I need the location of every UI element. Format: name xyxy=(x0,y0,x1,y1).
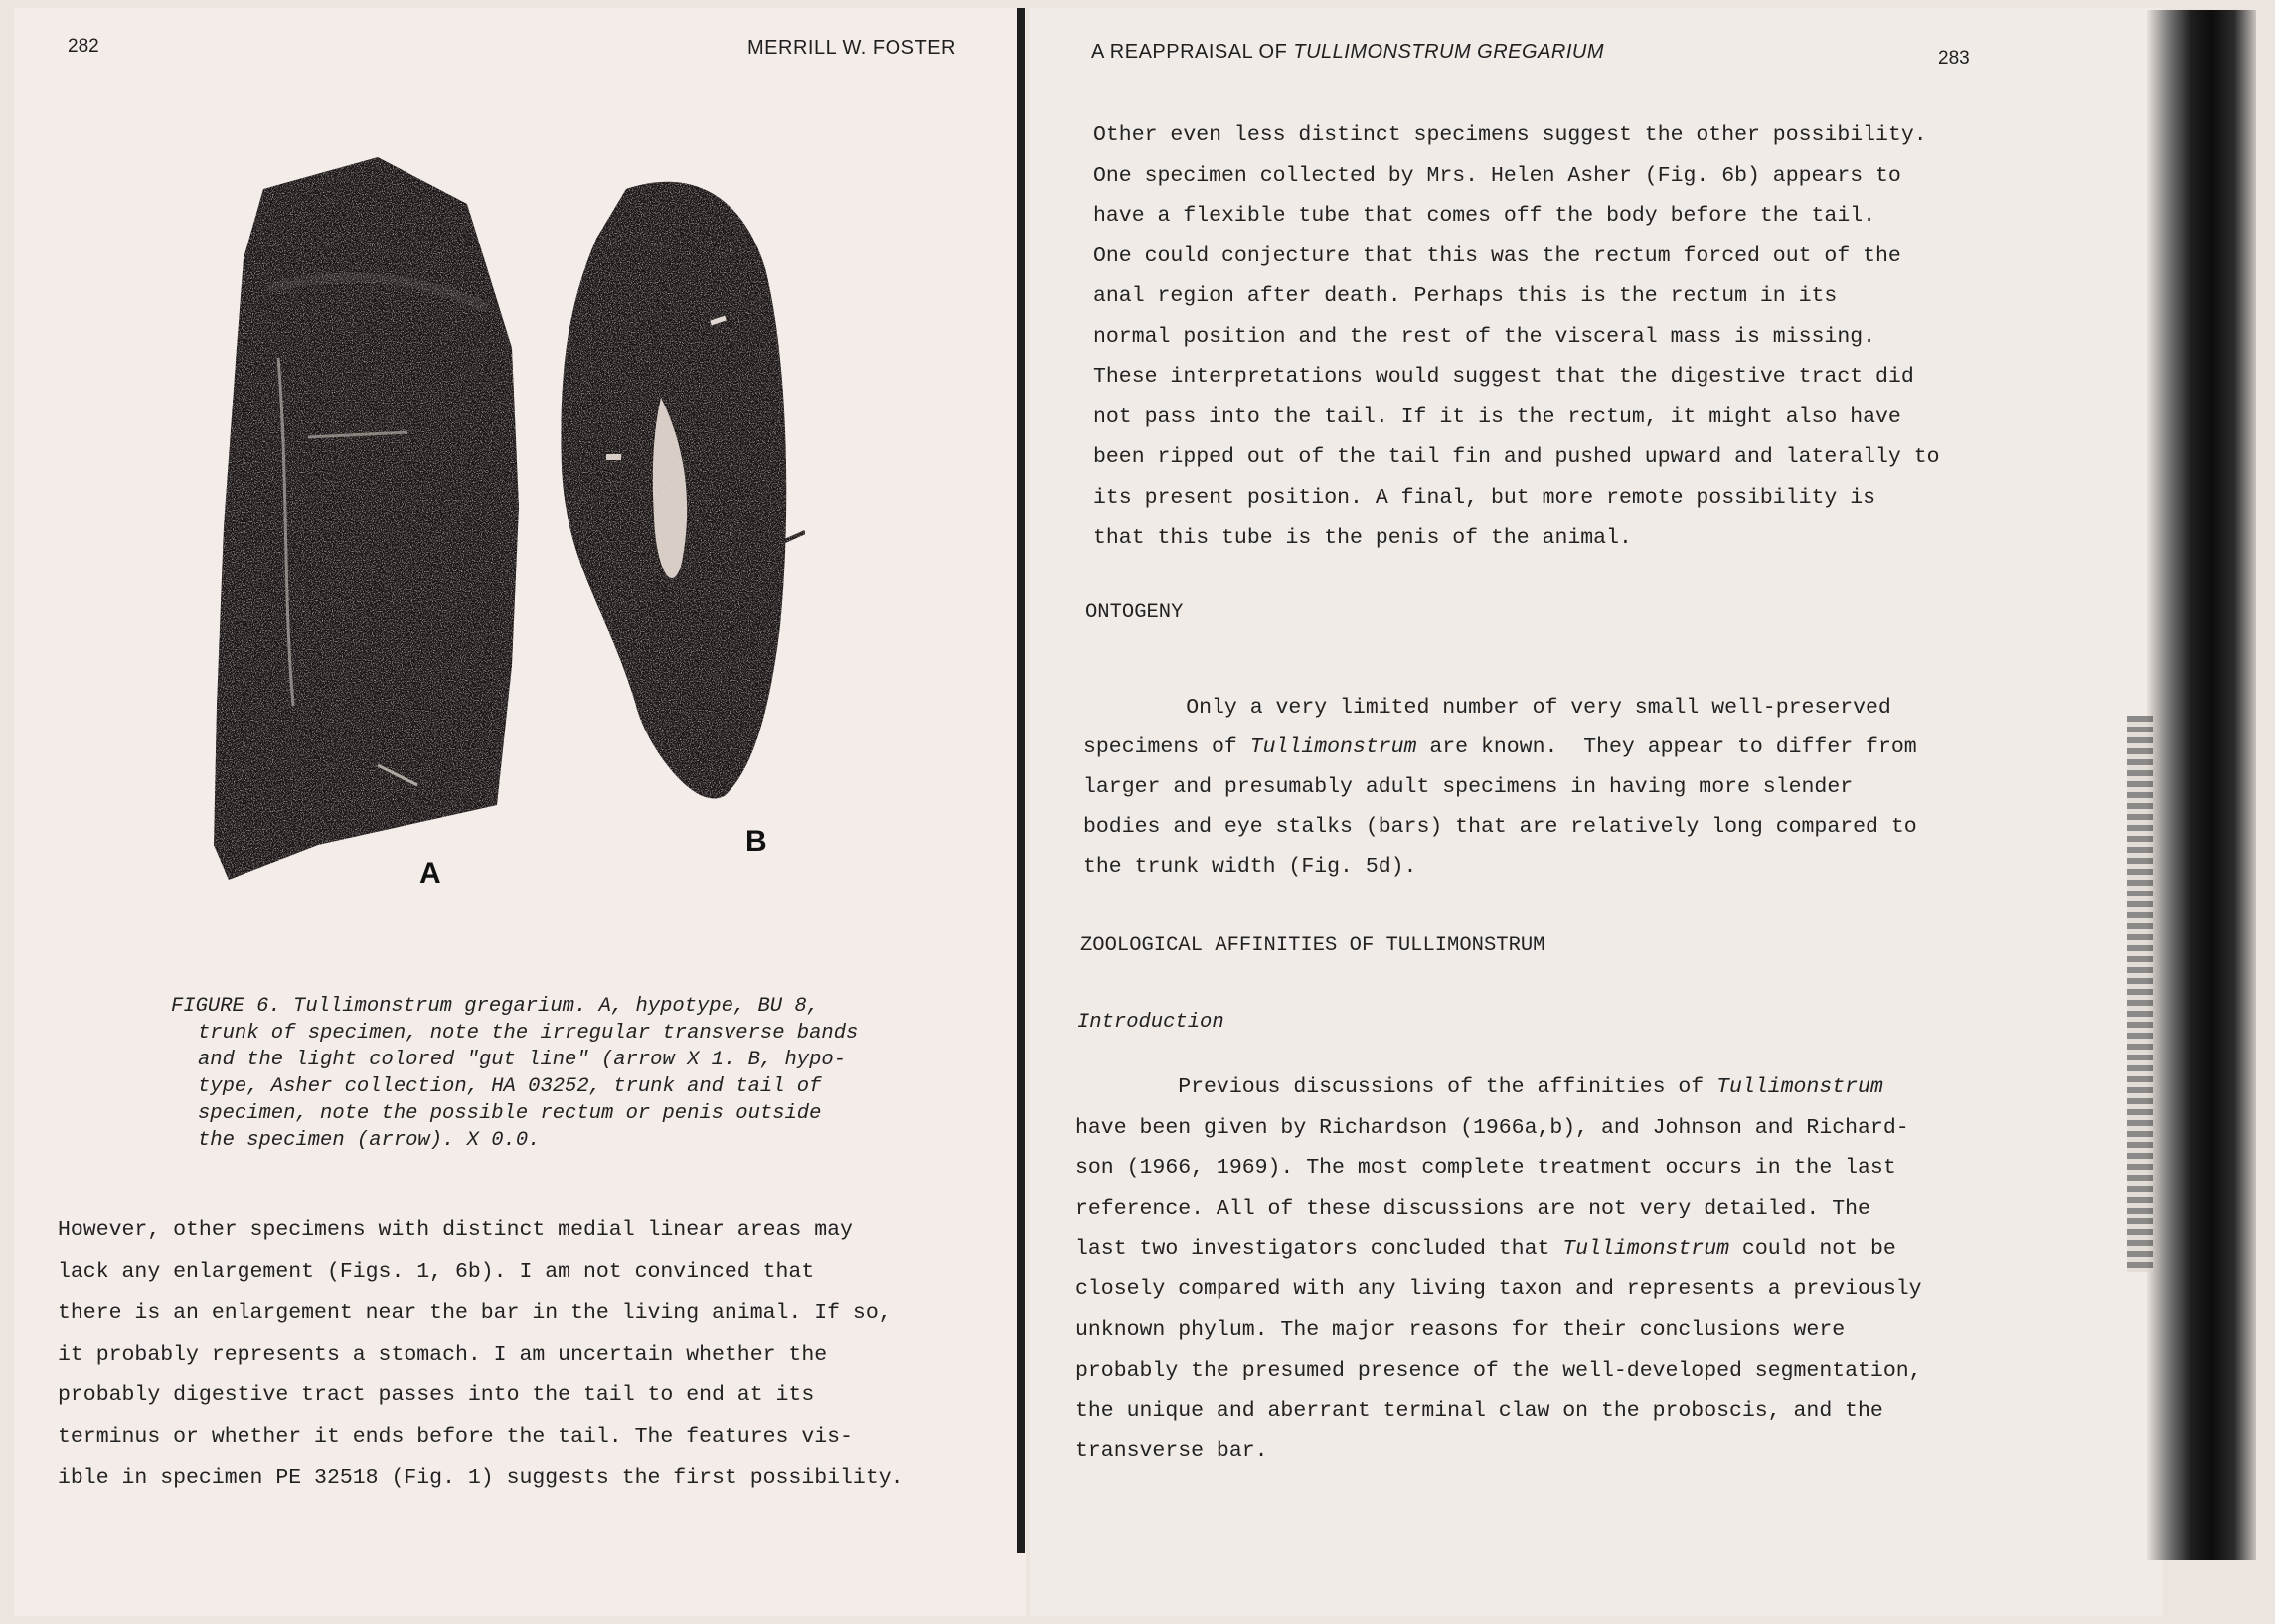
text-line: These interpretations would suggest that the digestive tract did xyxy=(1093,365,1914,389)
fossil-photographs xyxy=(169,149,815,904)
text-line: unknown phylum. The major reasons for their conclusions were xyxy=(1075,1318,1846,1343)
right-running-head xyxy=(1091,41,1604,64)
caption-line: and the light colored "gut line" (arrow X 1. B, hypo- xyxy=(198,1049,847,1071)
text-line: lack any enlargement (Figs. 1, 6b). I am not convinced that xyxy=(58,1259,815,1284)
caption-line: specimen, note the possible rectum or penis outside xyxy=(198,1102,822,1125)
text-line: been ripped out of the tail fin and pushed upward and laterally to xyxy=(1093,445,1940,469)
text-span: could not be xyxy=(1729,1236,1896,1261)
caption-line: FIGURE 6. Tullimonstrum gregarium. A, hypotype, BU 8, xyxy=(171,995,820,1018)
text-line xyxy=(1083,728,1917,767)
text-line xyxy=(1075,1229,1922,1270)
page-gutter xyxy=(1017,8,1025,1553)
text-line: probably the presumed presence of the well-developed segmentation, xyxy=(1075,1358,1922,1382)
figure-label-a: A xyxy=(419,857,441,890)
text-line: One could conjecture that this was the rectum forced out of the xyxy=(1093,244,1901,268)
heading-zoological-affinities: ZOOLOGICAL AFFINITIES OF TULLIMONSTRUM xyxy=(1080,934,1545,957)
text-line: terminus or whether it ends before the tail. The features vis- xyxy=(58,1424,853,1449)
text-line: the trunk width (Fig. 5d). xyxy=(1083,855,1417,879)
text-line: transverse bar. xyxy=(1075,1439,1268,1464)
text-line: there is an enlargement near the bar in the living animal. If so, xyxy=(58,1301,892,1325)
page-edge-shadow xyxy=(2147,10,2256,1560)
running-head-italic: TULLIMONSTRUM GREGARIUM xyxy=(1293,41,1605,63)
text-span: Previous discussions of the affinities of xyxy=(1075,1075,1717,1099)
text-line: Other even less distinct specimens suggest the other possibility. xyxy=(1093,123,1927,147)
text-line: not pass into the tail. If it is the rectum, it might also have xyxy=(1093,405,1901,429)
text-line: have been given by Richardson (1966a,b), and Johnson and Richard- xyxy=(1075,1115,1909,1140)
right-page-number: 283 xyxy=(1938,48,1970,69)
text-span: last two investigators concluded that xyxy=(1075,1236,1563,1261)
taxon-name: Tullimonstrum xyxy=(1249,735,1417,759)
right-paragraph-1 xyxy=(1093,115,1940,559)
text-line: its present position. A final, but more remote possibility is xyxy=(1093,485,1876,510)
specimen-b xyxy=(561,182,805,799)
taxon-name: Tullimonstrum xyxy=(1716,1075,1883,1099)
figure-label-b: B xyxy=(745,825,767,858)
text-line: anal region after death. Perhaps this is the rectum in its xyxy=(1093,284,1838,308)
text-line: One specimen collected by Mrs. Helen Asher (Fig. 6b) appears to xyxy=(1093,163,1901,188)
text-line: it probably represents a stomach. I am uncertain whether the xyxy=(58,1342,828,1367)
specimen-a xyxy=(214,157,519,880)
page-edge-print-bleed xyxy=(2127,716,2153,1272)
figure-caption xyxy=(171,993,858,1154)
text-line: However, other specimens with distinct medial linear areas may xyxy=(58,1218,853,1242)
text-line: son (1966, 1969). The most complete treatment occurs in the last xyxy=(1075,1156,1896,1181)
text-line: Only a very limited number of very small well-preserved xyxy=(1083,696,1891,720)
figure-6 xyxy=(169,149,815,904)
text-line: have a flexible tube that comes off the body before the tail. xyxy=(1093,204,1876,228)
text-line: ible in specimen PE 32518 (Fig. 1) suggests the first possibility. xyxy=(58,1466,904,1490)
left-paragraph xyxy=(58,1211,904,1500)
caption-line: the specimen (arrow). X 0.0. xyxy=(198,1129,541,1152)
subheading-introduction: Introduction xyxy=(1077,1011,1224,1034)
caption-line: trunk of specimen, note the irregular transverse bands xyxy=(198,1022,859,1045)
text-line: larger and presumably adult specimens in having more slender xyxy=(1083,775,1854,799)
heading-ontogeny: ONTOGENY xyxy=(1085,601,1184,624)
text-line xyxy=(1075,1067,1922,1108)
introduction-paragraph xyxy=(1075,1067,1922,1472)
text-line: probably digestive tract passes into the tail to end at its xyxy=(58,1383,815,1407)
left-page-number: 282 xyxy=(68,36,99,57)
text-line: bodies and eye stalks (bars) that are relatively long compared to xyxy=(1083,815,1917,839)
text-line: the unique and aberrant terminal claw on the proboscis, and the xyxy=(1075,1398,1883,1423)
text-line: closely compared with any living taxon and represents a previously xyxy=(1075,1277,1922,1302)
text-span: are known. They appear to differ from xyxy=(1416,735,1917,759)
text-line: normal position and the rest of the visceral mass is missing. xyxy=(1093,324,1876,349)
running-head-prefix: A REAPPRAISAL OF xyxy=(1091,41,1294,63)
ontogeny-paragraph xyxy=(1083,688,1917,887)
taxon-name: Tullimonstrum xyxy=(1562,1236,1730,1261)
text-span: specimens of xyxy=(1083,735,1250,759)
caption-line: type, Asher collection, HA 03252, trunk and tail of xyxy=(198,1075,822,1098)
text-line: reference. All of these discussions are not very detailed. The xyxy=(1075,1197,1870,1221)
left-running-head: MERRILL W. FOSTER xyxy=(747,37,957,59)
text-line: that this tube is the penis of the animal. xyxy=(1093,526,1632,550)
